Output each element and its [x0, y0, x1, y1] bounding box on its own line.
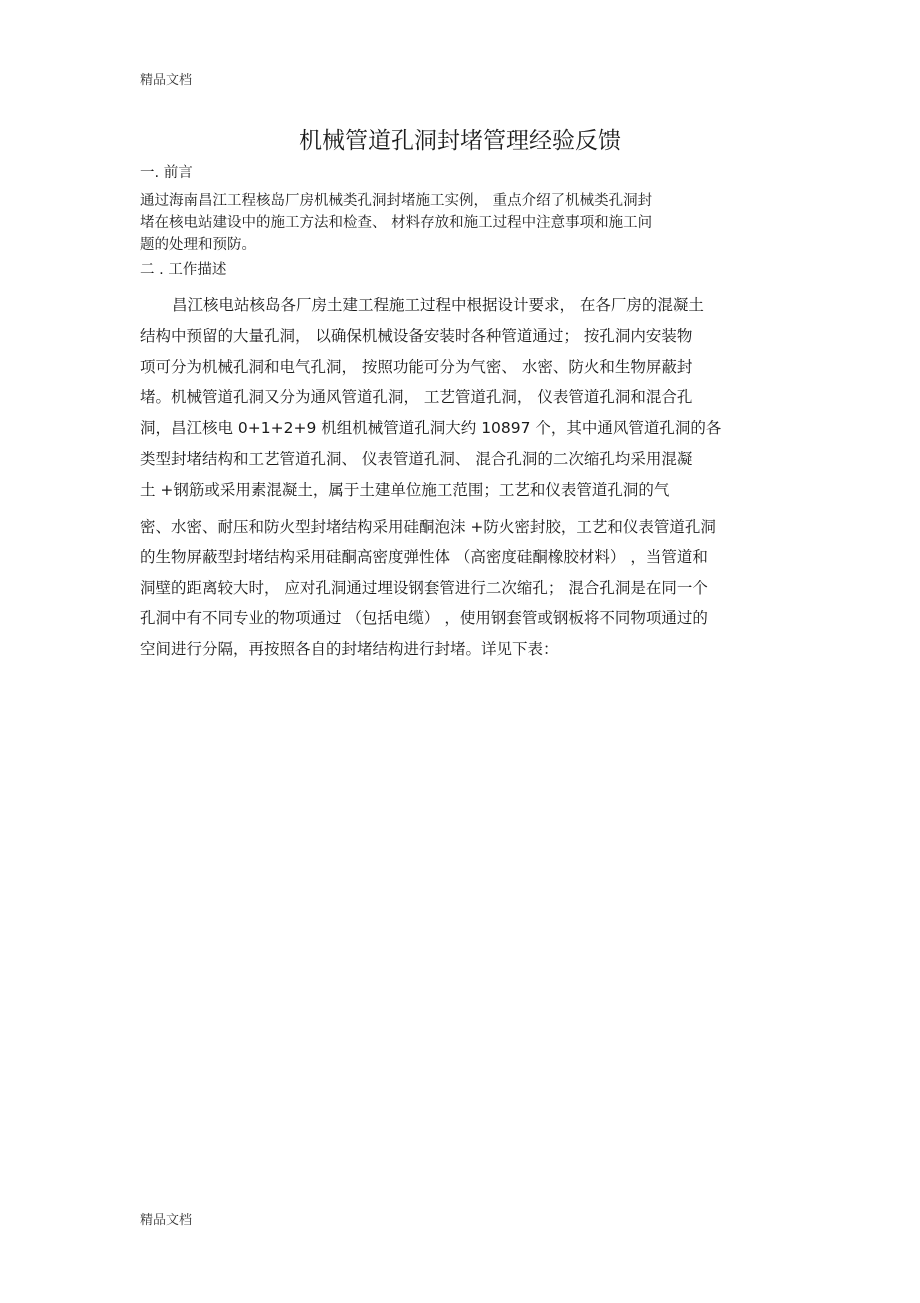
body-text-line: 孔洞中有不同专业的物项通过 （包括电缆） ，使用钢套管或钢板将不同物项通过的	[140, 609, 708, 627]
body-text-line: 空间进行分隔，再按照各自的封堵结构进行封堵。详见下表：	[140, 640, 559, 658]
preface-text-line: 通过海南昌江工程核岛厂房机械类孔洞封堵施工实例， 重点介绍了机械类孔洞封	[140, 193, 653, 209]
section-heading-work-description: 二 . 工作描述	[140, 262, 227, 278]
body-text-line: 洞，昌江核电 0+1+2+9 机组机械管道孔洞大约 10897 个，其中通风管道孔洞的各	[140, 419, 722, 437]
body-text-line: 的生物屏蔽型封堵结构采用硅酮高密度弹性体 （高密度硅酮橡胶材料） ，当管道和	[140, 548, 708, 566]
body-text-line: 项可分为机械孔洞和电气孔洞， 按照功能可分为气密、 水密、防火和生物屏蔽封	[140, 358, 693, 376]
section-heading-preface: 一. 前言	[140, 165, 193, 181]
body-text-line: 洞壁的距离较大时， 应对孔洞通过埋设钢套管进行二次缩孔； 混合孔洞是在同一个	[140, 579, 708, 597]
page-header-label: 精品文档	[140, 73, 193, 88]
body-text-line: 结构中预留的大量孔洞， 以确保机械设备安装时各种管道通过； 按孔洞内安装物	[140, 327, 693, 345]
preface-text-line: 堵在核电站建设中的施工方法和检查、 材料存放和施工过程中注意事项和施工问	[140, 215, 653, 231]
document-title: 机械管道孔洞封堵管理经验反馈	[299, 128, 621, 154]
body-text-line: 昌江核电站核岛各厂房土建工程施工过程中根据设计要求， 在各厂房的混凝土	[172, 296, 704, 314]
body-text-line: 密、水密、耐压和防火型封堵结构采用硅酮泡沫 +防火密封胶，工艺和仪表管道孔洞	[140, 518, 716, 536]
body-text-line: 土 +钢筋或采用素混凝土，属于土建单位施工范围；工艺和仪表管道孔洞的气	[140, 481, 670, 499]
preface-text-line: 题的处理和预防。	[140, 237, 256, 253]
body-text-line: 堵。机械管道孔洞又分为通风管道孔洞， 工艺管道孔洞， 仪表管道孔洞和混合孔	[140, 388, 693, 406]
body-text-line: 类型封堵结构和工艺管道孔洞、 仪表管道孔洞、 混合孔洞的二次缩孔均采用混凝	[140, 450, 693, 468]
page-footer-label: 精品文档	[140, 1213, 193, 1228]
